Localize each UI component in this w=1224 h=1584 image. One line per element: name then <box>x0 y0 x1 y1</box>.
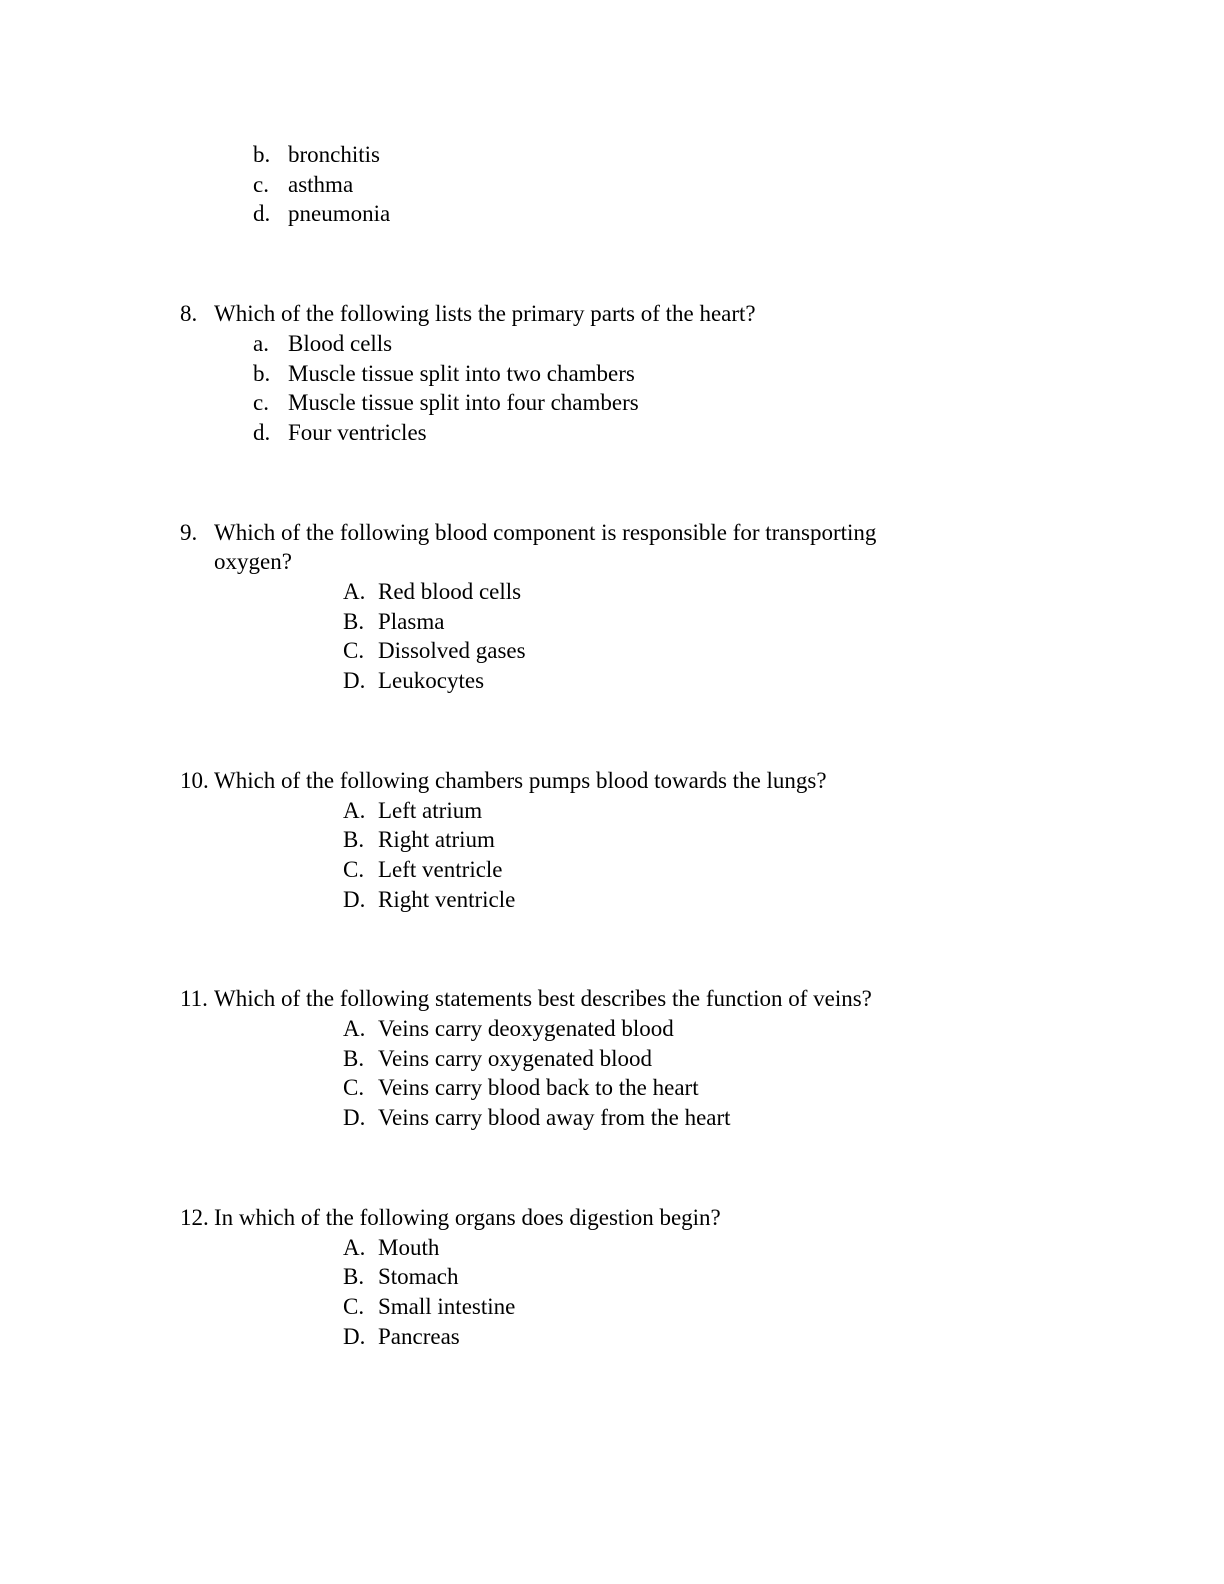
question-text: In which of the following organs does digestion begin? <box>214 1204 721 1230</box>
option-letter: D. <box>343 668 366 694</box>
option-text: Right ventricle <box>378 886 516 912</box>
question-number: 12. <box>180 1204 209 1230</box>
option-row <box>180 388 1184 418</box>
option-letter: D. <box>343 886 366 912</box>
option-text: Veins carry blood back to the heart <box>378 1075 699 1101</box>
question-block-8 <box>180 299 1184 448</box>
option-letter: D. <box>343 1105 366 1131</box>
option-letter: B. <box>343 827 365 853</box>
option-letter: a. <box>253 330 269 356</box>
option-row <box>180 199 1184 229</box>
question-number: 8. <box>180 301 198 327</box>
question-block-10 <box>180 766 1184 915</box>
option-letter: A. <box>343 579 366 605</box>
option-letter: d. <box>253 201 271 227</box>
question-text: Which of the following lists the primary parts of the heart? <box>214 301 756 327</box>
question-block-11 <box>180 984 1184 1133</box>
option-row <box>180 577 1184 607</box>
option-row <box>180 329 1184 359</box>
option-row <box>180 1233 1184 1263</box>
option-letter: B. <box>343 1045 365 1071</box>
question-block-12 <box>180 1203 1184 1352</box>
option-letter: b. <box>253 360 271 386</box>
option-letter: B. <box>343 608 365 634</box>
question-text: Which of the following chambers pumps blood towards the lungs? <box>214 767 827 793</box>
option-letter: B. <box>343 1264 365 1290</box>
question-number: 9. <box>180 519 198 545</box>
question-text: Which of the following statements best describes the function of veins? <box>214 986 872 1012</box>
option-row <box>180 1044 1184 1074</box>
option-row <box>180 140 1184 170</box>
option-text: Small intestine <box>378 1293 516 1319</box>
question-block-9 <box>180 518 1184 696</box>
option-text: bronchitis <box>288 142 380 167</box>
option-letter: D. <box>343 1323 366 1349</box>
option-row <box>180 636 1184 666</box>
option-letter: A. <box>343 1234 366 1260</box>
option-row <box>180 796 1184 826</box>
option-row <box>180 1014 1184 1044</box>
option-text: Veins carry blood away from the heart <box>378 1105 731 1131</box>
option-text: Leukocytes <box>378 668 485 694</box>
option-row <box>180 1262 1184 1292</box>
option-letter: d. <box>253 419 271 445</box>
question-line <box>180 766 1184 796</box>
question-text: Which of the following blood component is responsible for transporting oxygen? <box>214 519 877 575</box>
option-letter: C. <box>343 1293 365 1319</box>
option-row <box>180 1073 1184 1103</box>
option-text: Muscle tissue split into four chambers <box>288 390 639 416</box>
option-text: Pancreas <box>378 1323 460 1349</box>
question-block-partial <box>180 140 1184 229</box>
option-text: Four ventricles <box>288 419 427 445</box>
option-row <box>180 1103 1184 1133</box>
option-text: Muscle tissue split into two chambers <box>288 360 635 386</box>
option-row <box>180 855 1184 885</box>
option-row <box>180 825 1184 855</box>
option-row <box>180 1322 1184 1352</box>
option-letter: c. <box>253 171 269 197</box>
question-line <box>180 984 1184 1014</box>
option-letter: A. <box>343 1016 366 1042</box>
option-row <box>180 1292 1184 1322</box>
option-letter: C. <box>343 638 365 664</box>
question-number: 11. <box>180 986 208 1012</box>
option-text: Right atrium <box>378 827 495 853</box>
option-row <box>180 170 1184 200</box>
option-letter: C. <box>343 1075 365 1101</box>
option-row <box>180 359 1184 389</box>
option-letter: b. <box>253 142 271 167</box>
option-text: Dissolved gases <box>378 638 526 664</box>
option-letter: c. <box>253 390 269 416</box>
option-text: Blood cells <box>288 330 393 356</box>
option-text: Left ventricle <box>378 856 503 882</box>
option-letter: C. <box>343 856 365 882</box>
question-number: 10. <box>180 767 209 793</box>
option-text: Veins carry oxygenated blood <box>378 1045 653 1071</box>
option-text: pneumonia <box>288 201 391 227</box>
option-text: Red blood cells <box>378 579 522 605</box>
question-line <box>180 299 1184 329</box>
option-text: Left atrium <box>378 797 483 823</box>
option-row <box>180 418 1184 448</box>
option-row <box>180 607 1184 637</box>
option-text: Plasma <box>378 608 445 634</box>
option-row <box>180 666 1184 696</box>
question-line <box>180 1203 1184 1233</box>
option-text: Stomach <box>378 1264 459 1290</box>
option-text: asthma <box>288 171 354 197</box>
question-line <box>180 518 1184 577</box>
option-text: Veins carry deoxygenated blood <box>378 1016 674 1042</box>
option-row <box>180 885 1184 915</box>
option-text: Mouth <box>378 1234 440 1260</box>
option-letter: A. <box>343 797 366 823</box>
